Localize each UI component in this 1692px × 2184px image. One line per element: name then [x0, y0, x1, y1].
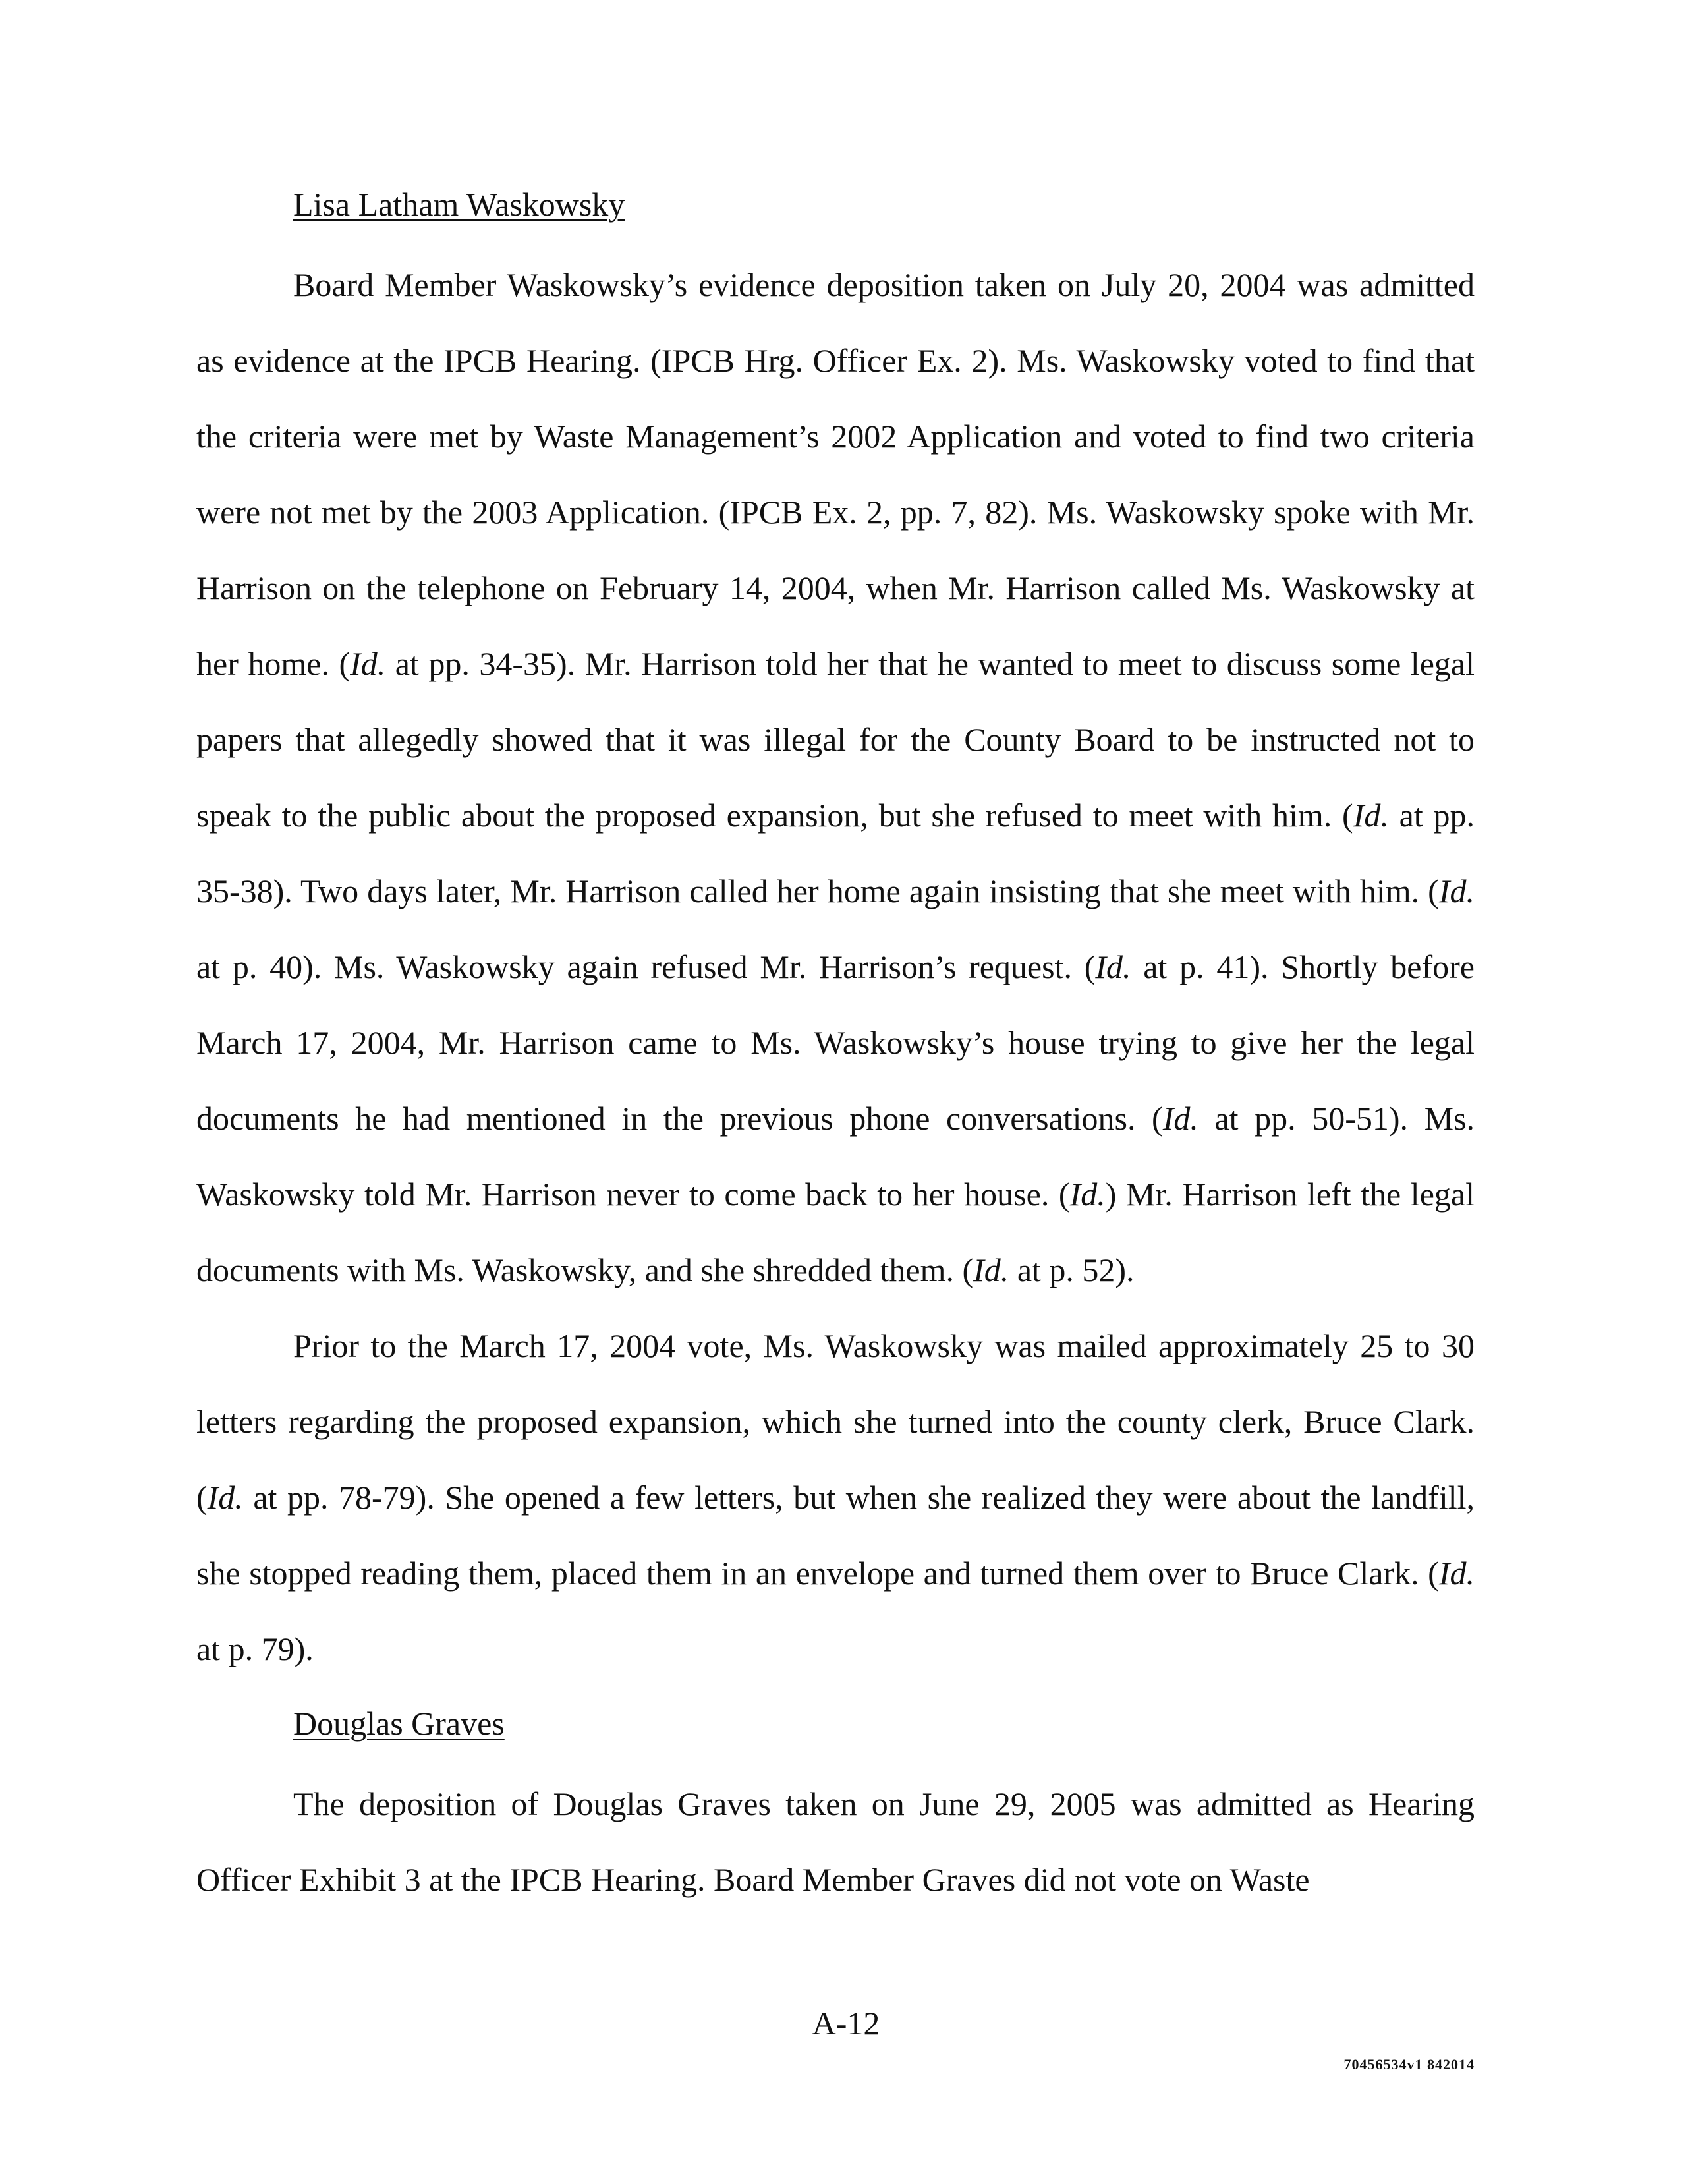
- page-number: A-12: [812, 2005, 880, 2042]
- text-run: Prior to the March 17, 2004 vote, Ms. Waskowsky was mailed approximately 25 to 30 letters regarding the proposed expansion, which she turned into the county clerk, Bruce Clark. (: [196, 1327, 1475, 1516]
- text-run: at pp. 78-79). She opened a few letters, but when she realized they were about the landfill, she stopped reading them, placed them in an envelope and turned them over to Bruce Clark. (: [196, 1479, 1475, 1592]
- paragraph-graves-deposition: [196, 1766, 1475, 1918]
- text-run: The deposition of Douglas Graves taken on June 29, 2005 was admitted as Hearing Officer Exhibit 3 at the IPCB Hearing. Board Member Graves did not vote on Waste: [196, 1785, 1475, 1898]
- text-run: at pp. 35-38). Two days later, Mr. Harrison called her home again insisting that she meet with him. (: [196, 797, 1475, 909]
- citation-id: Id.: [973, 1251, 1009, 1288]
- citation-id: Id.: [1069, 1176, 1106, 1213]
- citation-id: Id.: [350, 645, 386, 682]
- section-heading-graves: Douglas Graves: [293, 1705, 505, 1742]
- citation-id: Id.: [1162, 1100, 1198, 1137]
- text-run: at p. 79).: [196, 1630, 314, 1667]
- text-run: at p. 40). Ms. Waskowsky again refused Mr. Harrison’s request. (: [196, 948, 1096, 985]
- text-run: at p. 52).: [1009, 1251, 1135, 1288]
- citation-id: Id.: [1438, 873, 1475, 909]
- paragraph-waskowsky-letters: [196, 1308, 1475, 1687]
- citation-id: Id.: [1095, 948, 1131, 985]
- citation-id: Id.: [1353, 797, 1389, 834]
- text-run: at pp. 34-35). Mr. Harrison told her that he wanted to meet to discuss some legal papers that allegedly showed that it was illegal for the County Board to be instructed not to speak to the public about the proposed expansion, but she refused to meet with him. (: [196, 645, 1475, 834]
- text-run: at p. 41). Shortly before March 17, 2004, Mr. Harrison came to Ms. Waskowsky’s house trying to give her the legal documents he had mentioned in the previous phone conversations. (: [196, 948, 1475, 1137]
- text-run: ) Mr. Harrison left the legal documents with Ms. Waskowsky, and she shredded them. (: [196, 1176, 1475, 1288]
- section-heading-waskowsky: Lisa Latham Waskowsky: [293, 186, 625, 223]
- citation-id: Id.: [1438, 1555, 1475, 1592]
- citation-id: Id.: [207, 1479, 243, 1516]
- text-run: at pp. 50-51). Ms. Waskowsky told Mr. Harrison never to come back to her house. (: [196, 1100, 1475, 1213]
- text-run: Board Member Waskowsky’s evidence deposition taken on July 20, 2004 was admitted as evidence at the IPCB Hearing. (IPCB Hrg. Officer Ex. 2). Ms. Waskowsky voted to find that the criteria were met by Waste Management’s 2002 Application and voted to find two criteria were not met by the 2003 Application. (IPCB Ex. 2, pp. 7, 82). Ms. Waskowsky spoke with Mr. Harrison on the telephone on February 14, 2004, when Mr. Harrison called Ms. Waskowsky at her home. (: [196, 266, 1475, 682]
- document-id: 70456534v1 842014: [1343, 2056, 1475, 2073]
- paragraph-waskowsky-deposition: [196, 247, 1475, 1308]
